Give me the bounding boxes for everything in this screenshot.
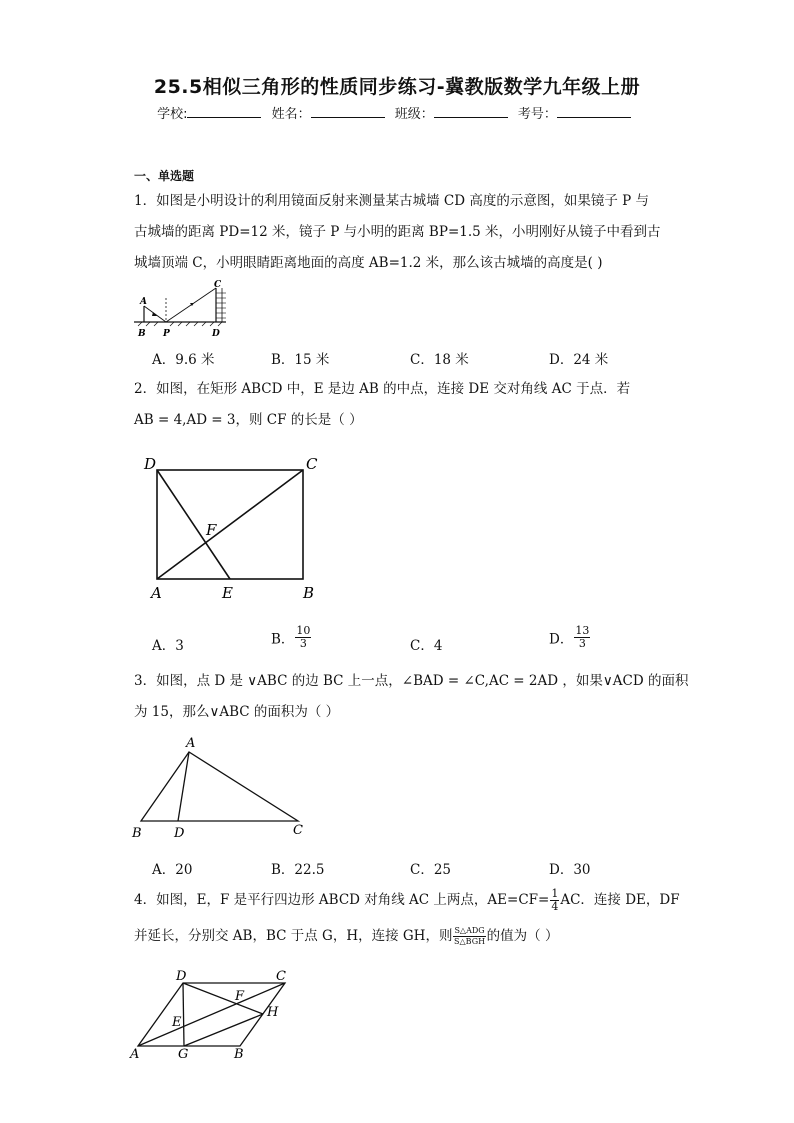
q4-label-c: C (276, 969, 286, 984)
q3-label-a: A (186, 736, 196, 751)
school-blank[interactable] (187, 106, 261, 118)
q1-wall-bricks (216, 293, 226, 318)
q3-triangle-abc (141, 752, 298, 821)
name-label: 姓名： (271, 107, 311, 122)
q2-label-d: D (144, 455, 157, 473)
q4-fraction-quarter: $\frac{1}{4}$ (551, 887, 559, 913)
q1-sight-pc (166, 288, 216, 322)
q4-label-e: E (172, 1015, 182, 1030)
q2-option-a[interactable]: A．3 (152, 638, 184, 654)
q2-label-a: A (151, 584, 162, 602)
school-label: 学校: (157, 107, 188, 122)
q2-label-c: C (306, 455, 318, 473)
q2-figure (140, 450, 330, 605)
q2-label-b: B (303, 584, 315, 602)
q4-area-ratio: $\frac{\text{S△ADG}}{\text{S△BGH}}$ (454, 926, 486, 946)
q1-line-2: 古城墙的距离 PD=12 米，镜子 P 与小明的距离 BP=1.5 米，小明刚好从镜子中看到古 (134, 224, 661, 240)
q1-label-a: A (140, 297, 147, 307)
q2-option-b-fraction: $\frac{10}{3}$ (296, 624, 311, 650)
q4-line-2: 并延长，分别交 AB，BC 于点 G，H，连接 GH，则 $\frac{\text{S△ADG}}{\text{S△BGH}}$ 的值为（ ） (134, 926, 559, 946)
q3-label-d: D (174, 826, 185, 841)
q3-segment-ad (178, 752, 189, 821)
q2-option-d-fraction: $\frac{13}{3}$ (575, 624, 590, 650)
q4-label-d: D (176, 969, 187, 984)
q3-figure (128, 730, 318, 842)
q3-line-1: 3．如图，点 D 是 ∨ABC 的边 BC 上一点，∠BAD = ∠C,AC = 2AD ，如果∨ACD 的面积 (134, 673, 689, 689)
q3-option-a[interactable]: A．20 (152, 862, 193, 878)
q2-option-b[interactable]: B． $\frac{10}{3}$ (271, 624, 311, 650)
q2-line-2: AB = 4,AD = 3，则 CF 的长是（ ） (134, 412, 363, 428)
q2-line-1: 2．如图，在矩形 ABCD 中，E 是边 AB 的中点，连接 DE 交对角线 AC 于点．若 (134, 381, 631, 397)
class-label: 班级： (394, 107, 434, 122)
q1-label-p: P (163, 329, 170, 339)
q4-label-g: G (178, 1047, 189, 1061)
q1-option-d[interactable]: D．24 米 (549, 352, 609, 368)
q4-figure (128, 966, 298, 1061)
q1-label-b: B (138, 329, 146, 339)
q2-option-c[interactable]: C．4 (410, 638, 443, 654)
q1-ground-hatch (138, 322, 222, 326)
student-info-line (0, 103, 794, 122)
q4-label-h: H (267, 1005, 279, 1020)
class-blank[interactable] (434, 106, 508, 118)
q1-line-3: 城墙顶端 C，小明眼睛距离地面的高度 AB=1.2 米，那么该古城墙的高度是( ) (134, 255, 603, 271)
q1-label-c: C (214, 280, 222, 290)
q3-label-b: B (132, 826, 142, 841)
q2-segment-de (157, 470, 230, 579)
q1-figure (130, 278, 240, 342)
q4-label-a: A (130, 1047, 140, 1061)
q1-label-d: D (212, 329, 220, 339)
id-blank[interactable] (557, 106, 631, 118)
q4-label-f: F (235, 989, 245, 1004)
id-label: 考号： (517, 107, 557, 122)
q4-label-b: B (234, 1047, 244, 1061)
q1-line-1: 1．如图是小明设计的利用镜面反射来测量某古城墙 CD 高度的示意图，如果镜子 P 与 (134, 193, 649, 209)
q2-label-f: F (206, 521, 217, 539)
name-blank[interactable] (311, 106, 385, 118)
q4-line-1: 4．如图，E，F 是平行四边形 ABCD 对角线 AC 上两点，AE=CF= $\frac{1}{4}$ AC．连接 DE，DF (134, 887, 680, 913)
q3-option-d[interactable]: D．30 (549, 862, 591, 878)
q1-option-a[interactable]: A．9.6 米 (152, 352, 215, 368)
q2-label-e: E (222, 584, 233, 602)
q3-line-2: 为 15，那么∨ABC 的面积为（ ） (134, 704, 340, 720)
page-title: 25.5相似三角形的性质同步练习-冀教版数学九年级上册 (153, 76, 641, 98)
section-heading: 一、单选题 (134, 169, 195, 183)
q3-label-c: C (293, 823, 303, 838)
q1-option-c[interactable]: C．18 米 (410, 352, 469, 368)
q2-diagonal-ac (157, 470, 303, 579)
q2-option-d[interactable]: D． $\frac{13}{3}$ (549, 624, 590, 650)
q1-option-b[interactable]: B．15 米 (271, 352, 330, 368)
q3-option-b[interactable]: B．22.5 (271, 862, 325, 878)
q4-line-dg (183, 983, 184, 1046)
q3-option-c[interactable]: C．25 (410, 862, 452, 878)
